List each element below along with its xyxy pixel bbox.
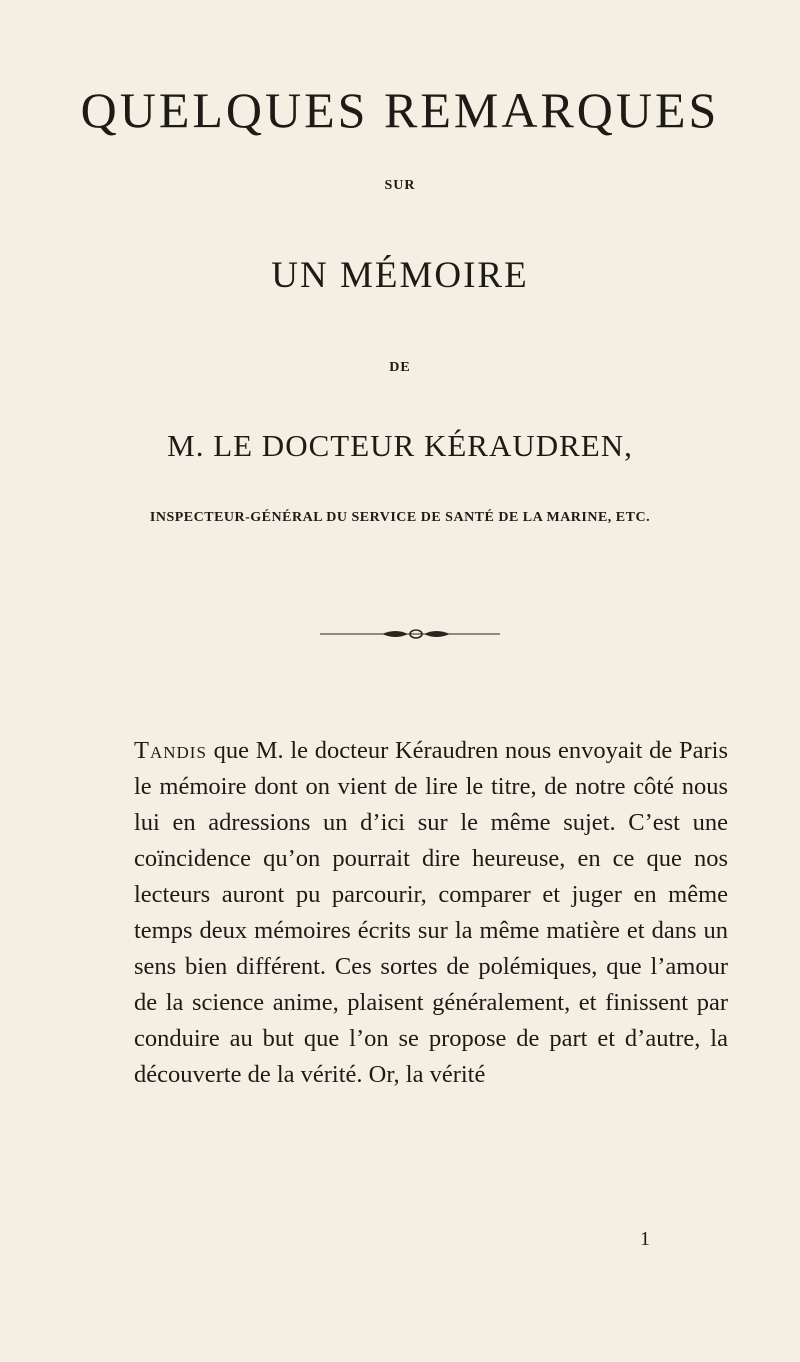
author-role: INSPECTEUR-GÉNÉRAL DU SERVICE DE SANTÉ DE LA MARINE, ETC. — [149, 510, 651, 525]
title-subject: UN MÉMOIRE — [271, 255, 529, 296]
body-paragraph — [134, 733, 728, 1093]
connector-de: DE — [389, 360, 411, 375]
connector-sur: SUR — [384, 178, 416, 193]
body-first-word: Tandis — [134, 737, 207, 764]
page-number: 1 — [640, 1228, 650, 1250]
author-name: M. LE DOCTEUR KÉRAUDREN, — [167, 428, 633, 463]
ornamental-rule-icon — [320, 623, 500, 645]
title-main: QUELQUES REMARQUES — [80, 82, 720, 138]
body-text: que M. le docteur Kéraudren nous envoyait de Paris le mémoire dont on vient de lire le titre, de notre côté nous lui en adressions un d’ici sur le même sujet. C’est une coïncidence qu’on pourrait dire heureuse, en ce que nos lecteurs auront pu parcourir, comparer et juger en même temps deux mémoires écrits sur la même matière et dans un sens bien différent. Ces sortes de polémiques, que l’amour de la science anime, plaisent généralement, et finissent par conduire au but que l’on se propose de part et d’autre, la découverte de la vérité. Or, la vérité — [134, 737, 728, 1088]
